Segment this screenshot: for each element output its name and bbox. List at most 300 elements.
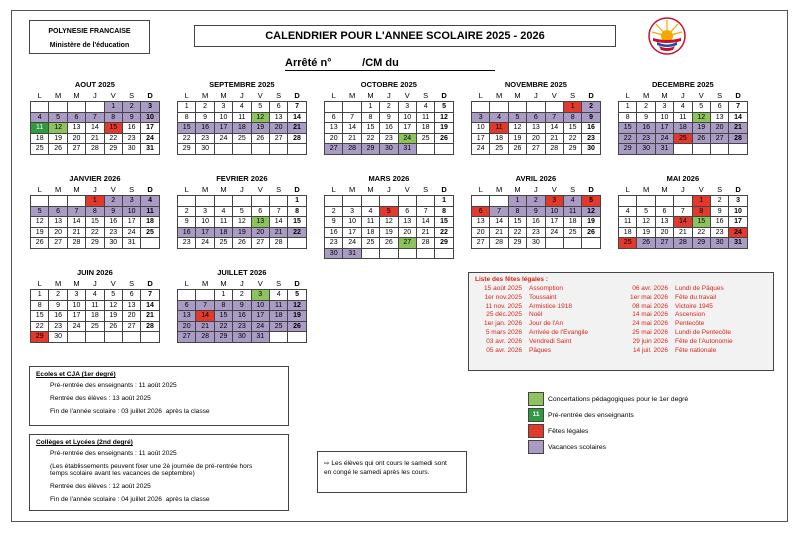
day-cell: 16 [233,311,251,322]
weekday-header: J [680,185,685,194]
day-cell: 17 [122,217,140,228]
day-cell: 2 [527,196,545,207]
day-cell: 9 [233,300,251,311]
weekday-header: J [239,185,244,194]
day-cell: 26 [637,238,655,249]
day-cell: 28 [141,321,159,332]
day-cell: 17 [545,217,563,228]
legend-label-vacances: Vacances scolaires [548,443,607,451]
day-cell [269,332,287,343]
weekday-header: D [441,91,447,100]
day-cell: 11 [233,112,251,123]
day-cell [325,102,343,113]
week-row [31,123,160,134]
day-cell: 12 [233,217,251,228]
day-cell: 23 [637,133,655,144]
day-cell: 5 [288,290,306,301]
day-cell: 22 [31,321,49,332]
month-name: JUIN 2026 [76,268,113,277]
day-cell: 21 [86,133,104,144]
secondary-note-line2: temps scolaire avant les vacances de septembre) [50,470,195,477]
day-cell: 11 [86,300,104,311]
holiday-date: 03 avr. 2026 [486,337,522,345]
legend-item-prerentree [528,407,688,423]
week-row [472,133,601,144]
saturday-note-line1: ⇨ Les élèves qui ont cours le samedi sont [324,460,447,467]
week-row [31,238,160,249]
primary-student-rentree: Rentrée des élèves : 13 août 2025 [50,395,151,402]
day-cell: 10 [67,300,85,311]
weekday-header: S [129,185,135,194]
weekday-header: M [348,91,356,100]
week-row [178,300,307,311]
day-cell: 21 [729,123,747,134]
day-cell: 8 [563,112,581,123]
day-cell: 24 [196,238,214,249]
day-cell: 17 [67,311,85,322]
day-cell [545,102,563,113]
month-name: NOVEMBRE 2025 [504,80,567,89]
weekday-header: V [110,91,116,100]
secondary-schools-box [29,434,289,511]
day-cell: 8 [435,206,453,217]
day-cell: 1 [86,196,104,207]
week-row [619,217,748,228]
holiday-date: 11 nov. 2025 [485,302,522,310]
day-cell: 27 [122,321,140,332]
day-cell: 12 [49,123,67,134]
weekday-header: L [184,279,189,288]
month-calendar [177,267,307,343]
day-cell: 13 [472,217,490,228]
weekday-header: L [331,91,336,100]
day-cell: 19 [104,311,122,322]
arrete-underline [285,70,495,71]
holiday-date: 14 mai 2026 [632,311,668,319]
day-cell: 29 [178,144,196,155]
day-cell: 30 [380,144,398,155]
organization-box [29,20,150,54]
day-cell: 16 [178,227,196,238]
day-cell: 20 [269,123,287,134]
weekday-header: M [73,279,80,288]
day-cell: 26 [435,133,453,144]
day-cell: 31 [122,238,140,249]
day-cell: 27 [67,144,85,155]
day-cell: 26 [380,238,398,249]
day-cell: 27 [178,332,196,343]
day-cell: 10 [214,112,232,123]
week-row [178,227,307,238]
day-cell: 15 [563,123,581,134]
saturday-note-box [317,451,467,493]
day-cell: 19 [637,227,655,238]
week-row [472,238,601,249]
day-cell: 22 [288,227,306,238]
day-cell: 4 [416,102,434,113]
day-cell: 21 [288,123,306,134]
day-cell [398,248,416,259]
day-cell [251,144,269,155]
day-cell: 4 [563,196,581,207]
day-cell: 13 [398,217,416,228]
weekday-header: M [661,91,668,100]
day-cell: 30 [49,332,67,343]
week-row [31,102,160,113]
day-cell: 8 [361,112,379,123]
day-cell: 25 [269,321,287,332]
day-cell: 1 [563,102,581,113]
day-cell: 28 [674,238,692,249]
day-cell: 4 [86,290,104,301]
day-cell: 21 [343,133,361,144]
day-cell: 30 [196,144,214,155]
day-cell: 13 [67,123,85,134]
day-cell [49,196,67,207]
legal-holidays-title: Liste des fêtes légales : [475,276,548,283]
day-cell: 20 [49,227,67,238]
primary-schools-header: Ecoles et CJA (1er degré) [36,371,116,378]
weekday-header: S [423,91,429,100]
day-cell [416,144,434,155]
day-cell [435,248,453,259]
holiday-date: 29 juin 2026 [632,337,668,345]
holiday-date: 15 août 2025 [484,285,522,292]
day-cell: 23 [178,238,196,249]
week-row [472,112,601,123]
day-cell: 23 [196,133,214,144]
day-cell: 23 [380,133,398,144]
day-cell: 3 [655,102,673,113]
day-cell: 10 [196,217,214,228]
day-cell [343,102,361,113]
day-cell [104,332,122,343]
month-name: AOUT 2025 [74,80,115,89]
day-cell: 13 [122,300,140,311]
week-row [31,332,160,343]
weekday-header: M [220,185,227,194]
week-row [178,102,307,113]
week-row [178,133,307,144]
week-row [325,133,454,144]
day-cell: 24 [251,321,269,332]
day-cell: 12 [380,217,398,228]
day-cell: 17 [214,123,232,134]
day-cell [729,144,747,155]
day-cell [269,144,287,155]
weekday-header: S [717,91,723,100]
day-cell: 14 [490,217,508,228]
day-cell: 3 [343,206,361,217]
day-cell: 3 [67,290,85,301]
day-cell [325,196,343,207]
day-cell: 8 [692,206,710,217]
day-cell: 30 [233,332,251,343]
day-cell [545,238,563,249]
day-cell: 18 [31,133,49,144]
week-row [325,217,454,228]
day-cell: 15 [214,311,232,322]
week-row [31,206,160,217]
day-cell: 31 [398,144,416,155]
week-row [178,144,307,155]
weekday-header: M [348,185,356,194]
weekday-header: S [570,91,576,100]
day-cell [178,196,196,207]
day-cell: 4 [619,206,637,217]
day-cell [435,144,453,155]
day-cell: 22 [86,227,104,238]
weekday-header: D [147,279,153,288]
weekday-header: M [73,185,80,194]
week-row [31,227,160,238]
week-row [472,217,601,228]
week-row [31,133,160,144]
legend-swatch-vacances [528,440,544,454]
day-cell: 26 [692,133,710,144]
day-cell: 2 [710,196,728,207]
day-cell: 12 [508,123,526,134]
week-row [619,196,748,207]
day-cell: 7 [343,112,361,123]
month-grid [30,184,160,249]
day-cell: 8 [178,112,196,123]
week-row [619,102,748,113]
month-calendar [30,267,160,343]
weekday-header: L [37,279,42,288]
day-cell: 25 [490,144,508,155]
day-cell: 14 [343,123,361,134]
day-cell: 10 [472,123,490,134]
holiday-name: Armistice 1918 [529,302,572,310]
month-name: MAI 2026 [666,174,700,183]
day-cell: 5 [251,102,269,113]
weekday-header: L [184,185,189,194]
legal-holidays-box [468,272,774,371]
day-cell [343,196,361,207]
holiday-date: 08 mai 2026 [632,302,668,310]
day-cell: 2 [380,102,398,113]
day-cell: 24 [141,133,159,144]
day-cell: 24 [729,227,747,238]
day-cell: 28 [729,133,747,144]
day-cell: 29 [692,238,710,249]
day-cell: 28 [67,238,85,249]
month-grid [177,90,307,155]
day-cell: 20 [251,227,269,238]
day-cell: 23 [49,321,67,332]
month-name: AVRIL 2026 [515,174,557,183]
month-grid [324,184,454,259]
weekday-header: J [533,91,538,100]
holiday-date: 25 mai 2026 [632,328,668,336]
day-cell: 26 [31,238,49,249]
legend-label-concertation: Concertations pédagogiques pour le 1er degré [548,395,689,403]
day-cell: 13 [251,217,269,228]
holiday-date: 1er nov.2025 [484,293,522,301]
day-cell: 7 [729,102,747,113]
week-row [31,112,160,123]
holiday-date: 14 juil. 2026 [632,346,668,354]
day-cell: 27 [710,133,728,144]
week-row [472,102,601,113]
month-name: SEPTEMBRE 2025 [209,80,275,89]
day-cell: 14 [288,112,306,123]
primary-schools-box [29,366,289,426]
day-cell: 17 [398,123,416,134]
weekday-header: M [220,279,227,288]
primary-teacher-prerentree: Pré-rentrée des enseignants : 11 août 2025 [50,382,177,389]
day-cell [563,238,581,249]
day-cell: 22 [692,227,710,238]
day-cell: 4 [674,102,692,113]
day-cell [288,238,306,249]
weekday-header: M [73,91,80,100]
weekday-header: J [92,91,97,100]
week-row [325,196,454,207]
day-cell: 17 [655,123,673,134]
day-cell: 10 [545,206,563,217]
weekday-header: L [625,185,630,194]
day-cell: 30 [527,238,545,249]
day-cell: 29 [214,332,232,343]
day-cell: 24 [655,133,673,144]
day-cell: 21 [141,311,159,322]
week-row [325,238,454,249]
day-cell: 19 [380,227,398,238]
holiday-name: Noël [529,311,543,319]
day-cell: 7 [288,102,306,113]
day-cell [141,332,159,343]
day-cell [710,144,728,155]
day-cell [67,102,85,113]
day-cell: 27 [49,238,67,249]
weekday-header: L [478,185,483,194]
week-row [178,332,307,343]
day-cell: 22 [619,133,637,144]
legend-swatch-fetes [528,424,544,438]
day-cell: 5 [582,196,600,207]
holiday-row [475,338,767,347]
weekday-header: L [625,91,630,100]
day-cell: 18 [233,123,251,134]
day-cell: 6 [472,206,490,217]
day-cell: 20 [655,227,673,238]
day-cell: 15 [361,123,379,134]
day-cell: 11 [141,206,159,217]
day-cell: 1 [508,196,526,207]
day-cell: 28 [86,144,104,155]
day-cell: 28 [288,133,306,144]
week-row [619,123,748,134]
holiday-row [475,347,767,356]
day-cell: 6 [178,300,196,311]
month-grid [324,90,454,155]
week-row [619,206,748,217]
day-cell: 21 [490,227,508,238]
holiday-date: 06 avr. 2026 [632,285,668,292]
day-cell: 15 [619,123,637,134]
day-cell: 17 [729,217,747,228]
weekday-header: D [294,185,300,194]
secondary-teacher-prerentree: Pré-rentrée des enseignants : 11 août 2025 [50,450,177,457]
holiday-name: Victoire 1945 [675,302,713,310]
day-cell: 22 [178,133,196,144]
day-cell [233,196,251,207]
day-cell: 26 [508,144,526,155]
day-cell [380,196,398,207]
day-cell: 14 [674,217,692,228]
day-cell: 29 [563,144,581,155]
day-cell: 22 [214,321,232,332]
day-cell: 27 [527,144,545,155]
weekday-header: M [367,185,374,194]
day-cell: 1 [214,290,232,301]
day-cell: 6 [49,206,67,217]
weekday-header: S [276,279,282,288]
week-row [619,238,748,249]
day-cell [141,238,159,249]
day-cell [490,196,508,207]
day-cell: 21 [416,227,434,238]
day-cell: 26 [104,321,122,332]
day-cell: 9 [196,112,214,123]
legend [528,391,688,455]
week-row [31,321,160,332]
day-cell: 26 [582,227,600,238]
org-ministry: Ministère de l'éducation [49,42,130,49]
day-cell: 13 [710,112,728,123]
month-grid [618,184,748,249]
day-cell: 21 [545,133,563,144]
secondary-schools-header: Collèges et Lycées (2nd degré) [36,439,133,446]
day-cell: 6 [67,112,85,123]
day-cell: 3 [122,196,140,207]
day-cell: 18 [269,311,287,322]
day-cell: 30 [637,144,655,155]
day-cell: 1 [619,102,637,113]
day-cell: 19 [692,123,710,134]
day-cell: 5 [233,206,251,217]
day-cell: 22 [508,227,526,238]
holiday-row [475,303,767,312]
day-cell: 6 [398,206,416,217]
weekday-header: D [147,91,153,100]
weekday-header: D [294,279,300,288]
day-cell: 19 [251,123,269,134]
day-cell: 7 [490,206,508,217]
weekday-header: V [698,185,704,194]
day-cell: 18 [674,123,692,134]
day-cell [527,102,545,113]
holiday-date: 5 mars 2026 [485,328,522,336]
weekday-header: L [331,185,336,194]
day-cell: 6 [251,206,269,217]
month-name: MARS 2026 [368,174,410,183]
day-cell: 1 [692,196,710,207]
day-cell [288,144,306,155]
day-cell: 26 [288,321,306,332]
day-cell: 20 [527,133,545,144]
month-calendar [471,79,601,155]
week-row [31,300,160,311]
week-row [178,217,307,228]
day-cell: 5 [104,290,122,301]
day-cell: 2 [582,102,600,113]
weekday-header: S [276,91,282,100]
secondary-year-end: Fin de l'année scolaire : 04 juillet 2026 après la classe [50,496,210,503]
weekday-header: D [294,91,300,100]
